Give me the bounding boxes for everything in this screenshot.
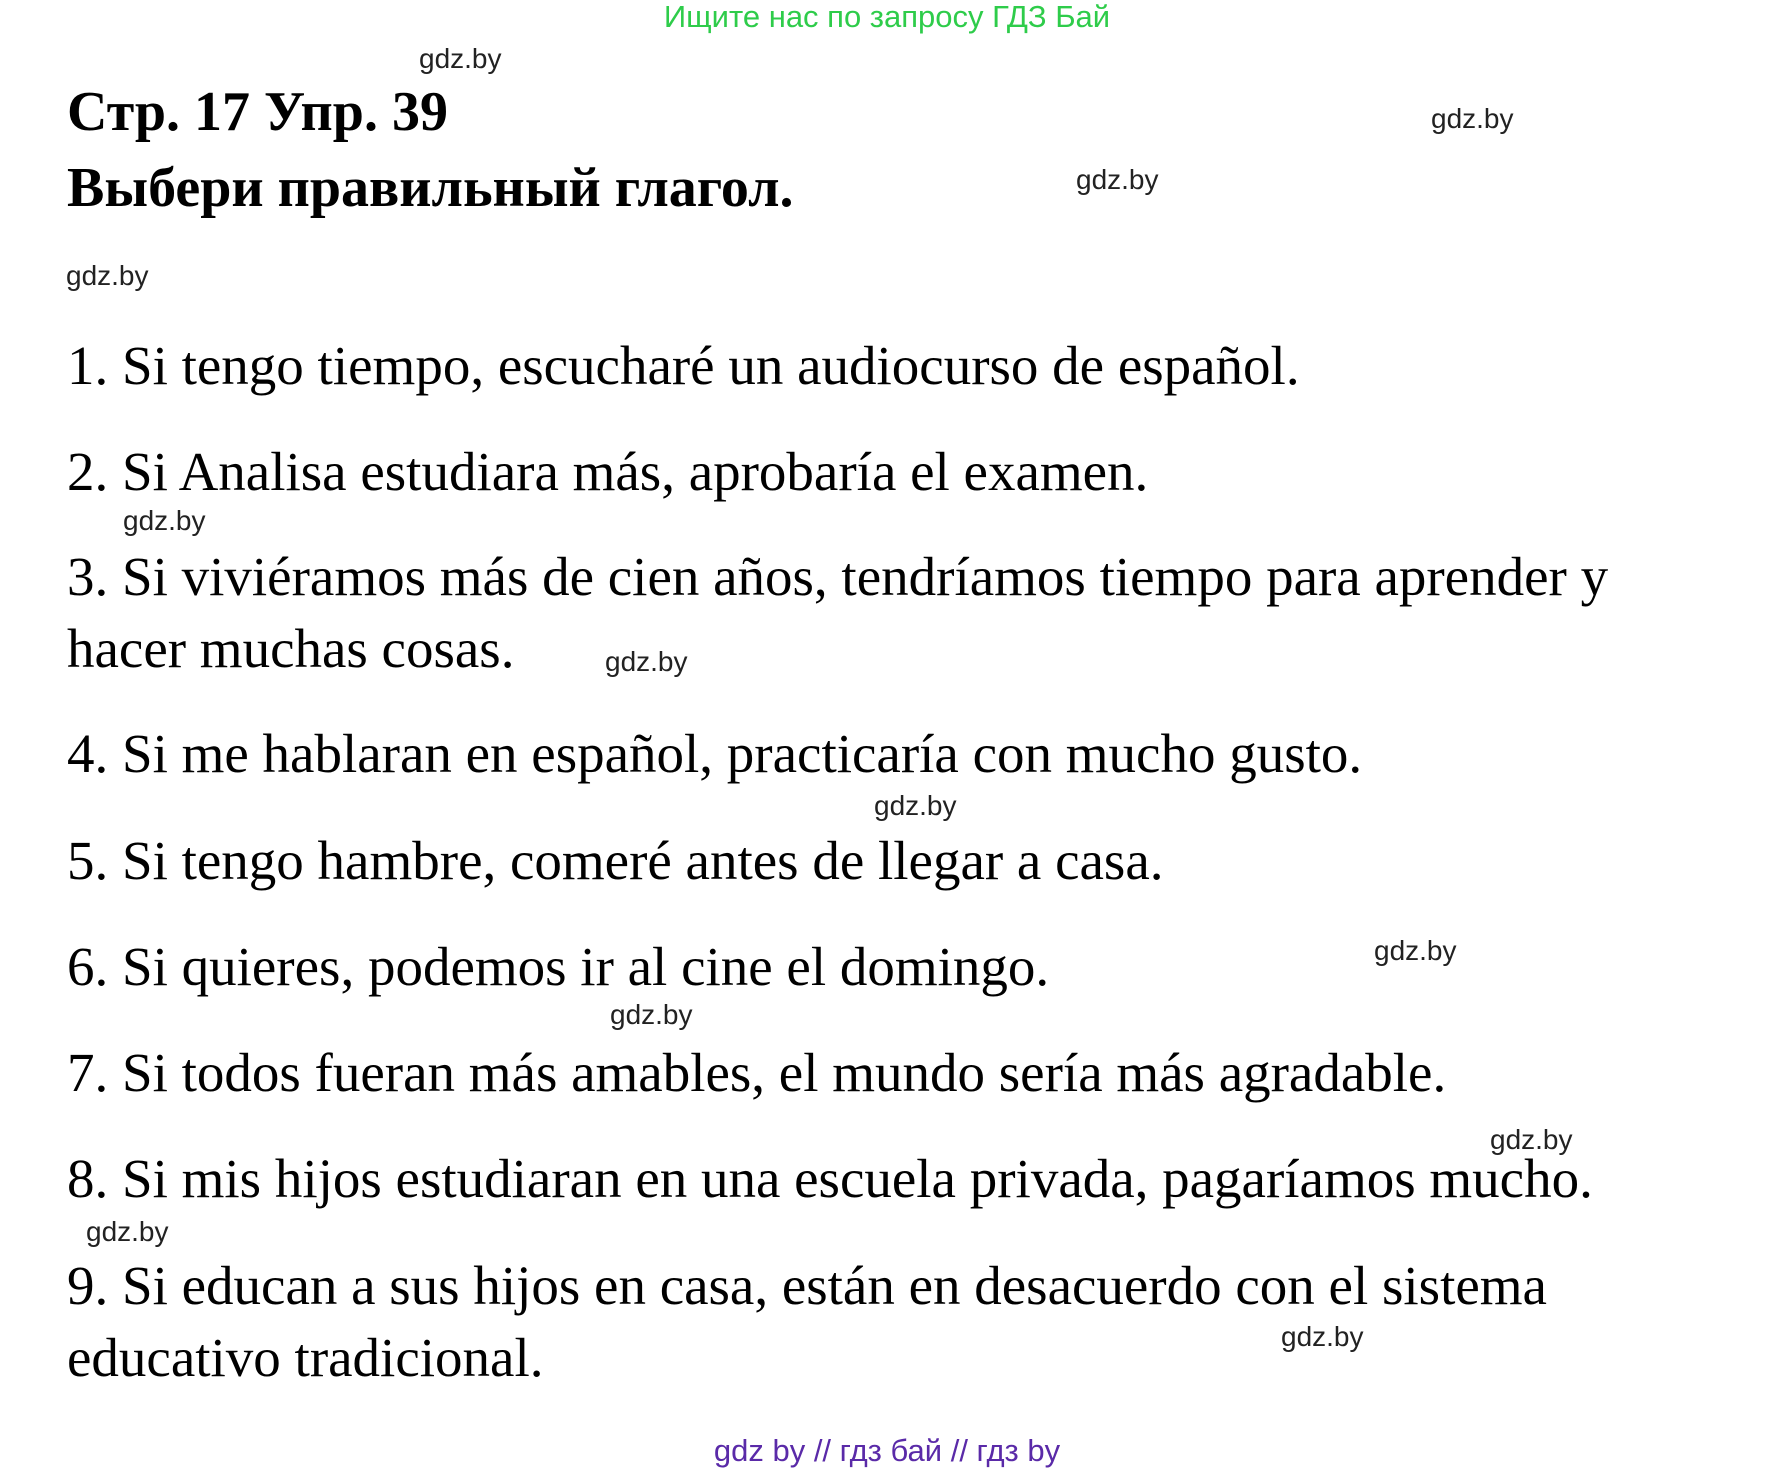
item-number: 5.	[67, 830, 109, 891]
exercise-item-6	[67, 931, 1049, 1003]
watermark: gdz.by	[874, 790, 957, 821]
item-text: Si educan a sus hijos en casa, están en desacuerdo con el sistema	[122, 1255, 1547, 1316]
item-text: Si mis hijos estudiaran en una escuela privada, pagaríamos mucho.	[122, 1148, 1593, 1209]
watermark: gdz.by	[419, 43, 502, 74]
item-number: 4.	[67, 723, 109, 784]
instruction: Выбери правильный глагол.	[67, 157, 794, 219]
item-text: Si tengo hambre, comeré antes de llegar a casa.	[122, 830, 1164, 891]
watermark: gdz.by	[610, 999, 693, 1030]
item-text: Si tengo tiempo, escucharé un audiocurso de español.	[122, 335, 1300, 396]
exercise-item-8	[67, 1143, 1593, 1215]
footer-links: gdz by // гдз бай // гдз by	[713, 1433, 1061, 1468]
item-text: Si todos fueran más amables, el mundo sería más agradable.	[122, 1042, 1447, 1103]
item-number: 3.	[67, 546, 109, 607]
watermark: gdz.by	[1374, 935, 1457, 966]
item-text: Si viviéramos más de cien años, tendríamos tiempo para aprender y	[122, 546, 1609, 607]
item-number: 7.	[67, 1042, 109, 1103]
item-number: 2.	[67, 441, 109, 502]
item-number: 8.	[67, 1148, 109, 1209]
exercise-item-5	[67, 825, 1163, 897]
item-text: educativo tradicional.	[67, 1327, 544, 1388]
watermark: gdz.by	[123, 505, 206, 536]
page-title: Стр. 17 Упр. 39	[67, 81, 448, 143]
item-number: 9.	[67, 1255, 109, 1316]
exercise-item-1	[67, 330, 1300, 402]
exercise-item-9	[67, 1250, 1547, 1322]
watermark: gdz.by	[1490, 1124, 1573, 1155]
item-number: 1.	[67, 335, 109, 396]
exercise-item-4	[67, 718, 1362, 790]
item-text: Si me hablaran en español, practicaría con mucho gusto.	[122, 723, 1363, 784]
exercise-item-3	[67, 541, 1608, 613]
item-text: hacer muchas cosas.	[67, 618, 515, 679]
watermark: gdz.by	[1281, 1321, 1364, 1352]
exercise-item-3-continued	[67, 613, 514, 685]
exercise-item-7	[67, 1037, 1446, 1109]
exercise-item-2	[67, 436, 1148, 508]
item-number: 6.	[67, 936, 109, 997]
watermark: gdz.by	[605, 646, 688, 677]
watermark: gdz.by	[1076, 164, 1159, 195]
watermark: gdz.by	[86, 1216, 169, 1247]
exercise-item-9-continued	[67, 1322, 543, 1394]
watermark: gdz.by	[66, 260, 149, 291]
search-banner: Ищите нас по запросу ГДЗ Бай	[663, 0, 1111, 34]
item-text: Si quieres, podemos ir al cine el domingo.	[122, 936, 1050, 997]
item-text: Si Analisa estudiara más, aprobaría el examen.	[122, 441, 1149, 502]
watermark: gdz.by	[1431, 103, 1514, 134]
